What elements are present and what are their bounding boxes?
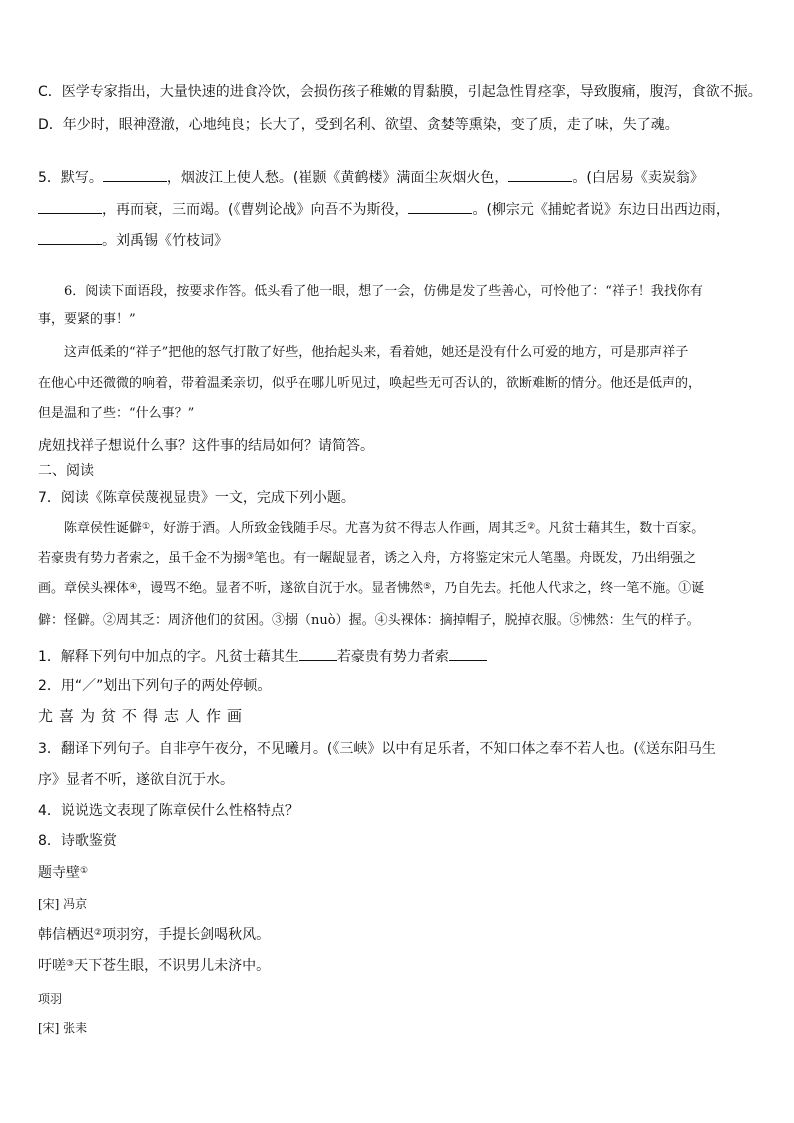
fill-blank[interactable] xyxy=(408,199,472,214)
option-c: C．医学专家指出，大量快速的进食冷饮，会损伤孩子稚嫩的胃黏膜，引起急性胃痉挛，导致腹痛，腹泻，食欲不振。 xyxy=(38,84,762,100)
q7-passage-line-3 xyxy=(38,580,704,598)
fill-blank[interactable] xyxy=(103,167,167,182)
poem-text: 项羽穷，手提长剑喝秋风。 xyxy=(102,927,271,943)
q5-text: 。(柳宗元《捕蛇者说》东边日出西边雨， xyxy=(472,202,730,218)
question-text: 若豪贵有势力者索 xyxy=(336,649,449,665)
fill-blank[interactable] xyxy=(38,230,102,245)
poem-text: 天下苍生眼，不识男儿未济中。 xyxy=(74,958,271,974)
q7-sub-2: 2．用“／”划出下列句子的两处停顿。 xyxy=(38,678,272,694)
q7-footnotes: 僻：怪僻。②周其乏：周济他们的贫困。③搦（nuò）握。④头裸体：摘掉帽子，脱掉衣服。⑤怫然：生气的样子。 xyxy=(38,613,700,628)
q5-line-2 xyxy=(38,199,730,219)
passage-text: ，好游于酒。人所致金钱随手尽。尤喜为贫不得志人作画，周其乏 xyxy=(150,521,528,536)
q5-text: 。(白居易《卖炭翁》 xyxy=(572,170,704,186)
q5-line-1 xyxy=(38,167,704,187)
fill-blank[interactable] xyxy=(38,199,102,214)
q7-passage-line-2 xyxy=(38,550,696,568)
poem-1-line-1 xyxy=(38,926,270,944)
q6-line-5: 但是温和了些：“什么事？” xyxy=(38,406,195,421)
option-d: D．年少时，眼神澄澈，心地纯良；长大了，受到名利、欲望、贪婪等熏染，变了质，走了味，失了魂。 xyxy=(38,117,679,133)
q5-line-3 xyxy=(38,230,228,250)
footnote-mark: ④ xyxy=(129,582,138,592)
footnote-mark: ① xyxy=(80,866,89,876)
footnote-mark: ⑤ xyxy=(423,582,432,592)
footnote-mark: ① xyxy=(142,522,151,532)
poem-text: 吁嗟 xyxy=(38,958,66,974)
poem-text: 韩信栖迟 xyxy=(38,927,94,943)
poem-2-author: [宋] 张耒 xyxy=(38,1021,88,1035)
passage-text: 。凡贫士藉其生，数十百家。 xyxy=(535,521,705,536)
passage-text: ，乃自先去。托他人代求之，终一笔不施。①诞 xyxy=(431,581,705,596)
q8-title: 8．诗歌鉴赏 xyxy=(38,833,117,849)
question-text: 1．解释下列句中加点的字。凡贫士藉其生 xyxy=(38,649,299,665)
q6-line-3: 这声低柔的“祥子”把他的怒气打散了好些，他抬起头来，看着她，她还是没有什么可爱的地方，可是那声祥子 xyxy=(64,345,689,360)
footnote-mark: ② xyxy=(94,928,103,938)
footnote-mark: ③ xyxy=(246,552,255,562)
q5-text: ，烟波江上使人愁。(崔颢《黄鹤楼》满面尘灰烟火色， xyxy=(166,170,509,186)
fill-blank[interactable] xyxy=(299,646,337,661)
q6-line-1: 6．阅读下面语段，按要求作答。低头看了他一眼，想了一会，仿佛是发了些善心，可怜他了：“祥子！我找你有 xyxy=(64,284,703,299)
q7-sub-3-line-1: 3．翻译下列句子。自非亭午夜分，不见曦月。(《三峡》以中有足乐者，不知口体之奉不若人也。(《送东阳马生 xyxy=(38,741,716,757)
q6-line-2: 事，要紧的事！” xyxy=(38,312,136,327)
fill-blank[interactable] xyxy=(508,167,572,182)
q7-passage-line-1 xyxy=(64,520,704,538)
q5-text: 5．默写。 xyxy=(38,170,103,186)
q7-sub-4: 4．说说选文表现了陈章侯什么性格特点？ xyxy=(38,803,299,819)
fill-blank[interactable] xyxy=(449,646,487,661)
poem-2-title: 项羽 xyxy=(38,992,63,1006)
q6-question: 虎妞找祥子想说什么事？这件事的结局如何？请简答。 xyxy=(38,438,374,454)
passage-text: 笔也。有一龌龊显者，诱之入舟，方将鉴定宋元人笔墨。舟既发，乃出绢强之 xyxy=(254,551,697,566)
q7-sub-3-line-2: 序》显者不听，遂欲自沉于水。 xyxy=(38,772,234,788)
footnote-mark: ② xyxy=(527,522,536,532)
poem-1-title xyxy=(38,864,88,882)
footnote-mark: ③ xyxy=(66,959,75,969)
section-heading: 二、阅读 xyxy=(38,463,94,479)
passage-text: 若豪贵有势力者索之，虽千金不为搦 xyxy=(38,551,247,566)
q5-text: ，再而衰，三而竭。(《曹刿论战》向吾不为斯役， xyxy=(102,202,409,218)
poem-title-text: 题寺壁 xyxy=(38,865,80,881)
poem-1-line-2 xyxy=(38,957,270,975)
q7-title: 7．阅读《陈章侯蔑视显贵》一文，完成下列小题。 xyxy=(38,490,355,506)
passage-text: 画。章侯头裸体 xyxy=(38,581,130,596)
q6-line-4: 在他心中还微微的响着，带着温柔亲切，似乎在哪儿听见过，唤起些无可否认的，欲断难断的情分。他还是低声的， xyxy=(38,376,702,391)
passage-text: 陈章侯性诞僻 xyxy=(64,521,143,536)
q7-sub-1 xyxy=(38,646,487,666)
poem-1-author: [宋] 冯京 xyxy=(38,897,88,911)
passage-text: ，谩骂不绝。显者不听，遂欲自沉于水。显者怫然 xyxy=(137,581,424,596)
q5-text: 。刘禹锡《竹枝词》 xyxy=(102,233,228,249)
q7-sub-2-sentence: 尤喜为贫不得志人作画 xyxy=(38,707,249,725)
